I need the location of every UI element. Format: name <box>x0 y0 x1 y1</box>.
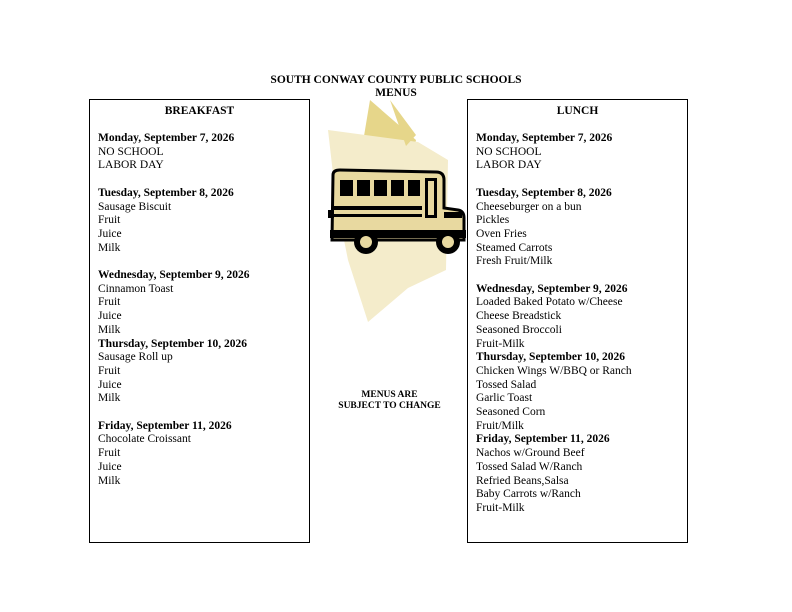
menu-item: Juice <box>98 310 122 323</box>
menu-item: Juice <box>98 460 122 473</box>
day-date: Friday, September 11, 2026 <box>98 419 232 432</box>
school-bus-icon <box>328 100 468 325</box>
menu-item: NO SCHOOL <box>476 145 542 158</box>
menu-item: Fruit <box>98 447 121 460</box>
breakfast-heading: BREAKFAST <box>164 105 235 117</box>
day-date: Thursday, September 10, 2026 <box>476 351 625 364</box>
menu-item: Cheeseburger on a bun <box>476 200 582 213</box>
menu-item: Milk <box>98 474 121 487</box>
menu-item: Pickles <box>476 214 510 227</box>
day-date: Tuesday, September 8, 2026 <box>98 186 234 199</box>
day-date: Friday, September 11, 2026 <box>476 433 610 446</box>
menu-item: Refried Beans,Salsa <box>476 474 569 487</box>
breakfast-day-thursday <box>98 338 305 407</box>
menu-item: Fruit/Milk <box>476 419 524 432</box>
document-subtitle: MENUS <box>375 87 417 99</box>
lunch-day-wednesday <box>476 283 683 352</box>
menu-item: Milk <box>98 323 121 336</box>
lunch-heading: LUNCH <box>556 105 599 117</box>
day-date: Monday, September 7, 2026 <box>98 132 235 144</box>
menu-item: LABOR DAY <box>98 159 164 172</box>
menu-item: Fruit <box>98 214 121 227</box>
menu-item: Tossed Salad W/Ranch <box>476 460 583 473</box>
menu-item: Seasoned Broccoli <box>476 323 562 336</box>
menu-item: Chocolate Croissant <box>98 433 191 446</box>
menu-item: Sausage Roll up <box>98 351 173 364</box>
document-title: SOUTH CONWAY COUNTY PUBLIC SCHOOLS <box>270 74 522 86</box>
menu-item: Baby Carrots w/Ranch <box>476 488 581 501</box>
menu-item: Garlic Toast <box>476 392 533 405</box>
menu-item: Cheese Breadstick <box>476 310 562 323</box>
day-date: Monday, September 7, 2026 <box>476 132 613 144</box>
breakfast-day-tuesday <box>98 187 305 256</box>
lunch-days <box>476 132 683 529</box>
day-date: Wednesday, September 9, 2026 <box>476 282 628 295</box>
menu-item: Sausage Biscuit <box>98 200 172 213</box>
menu-item: Nachos w/Ground Beef <box>476 447 585 460</box>
breakfast-day-monday <box>98 132 305 173</box>
menu-item: Oven Fries <box>476 227 527 240</box>
breakfast-day-friday <box>98 420 305 489</box>
notice-line-1: MENUS ARE <box>361 390 418 400</box>
breakfast-day-wednesday <box>98 269 305 338</box>
menu-item: Milk <box>98 392 121 405</box>
menu-item: Fruit-Milk <box>476 501 525 514</box>
bus-shape <box>328 170 466 254</box>
lunch-day-thursday <box>476 351 683 433</box>
notice-line-2: SUBJECT TO CHANGE <box>338 401 441 411</box>
menu-item: Fruit-Milk <box>476 337 525 350</box>
menu-item: Cinnamon Toast <box>98 282 174 295</box>
breakfast-days <box>98 132 305 502</box>
menu-item: Juice <box>98 378 122 391</box>
menu-item: Fruit <box>98 296 121 309</box>
day-date: Wednesday, September 9, 2026 <box>98 269 250 281</box>
menu-item: Tossed Salad <box>476 378 537 391</box>
lunch-day-friday <box>476 433 683 515</box>
breakfast-menu-box <box>89 99 310 543</box>
menu-item: Steamed Carrots <box>476 241 553 254</box>
lunch-day-tuesday <box>476 187 683 269</box>
menu-item: NO SCHOOL <box>98 145 164 158</box>
menu-item: Fruit <box>98 364 121 377</box>
day-date: Thursday, September 10, 2026 <box>98 337 247 350</box>
lunch-day-monday <box>476 132 683 173</box>
menu-item: Seasoned Corn <box>476 406 546 419</box>
day-date: Tuesday, September 8, 2026 <box>476 186 612 199</box>
menu-item: Juice <box>98 227 122 240</box>
lunch-menu-box <box>467 99 688 543</box>
menu-item: Fresh Fruit/Milk <box>476 255 553 268</box>
menu-item: Loaded Baked Potato w/Cheese <box>476 296 623 309</box>
menu-item: Milk <box>98 241 121 254</box>
menu-item: Chicken Wings W/BBQ or Ranch <box>476 364 632 377</box>
menu-item: LABOR DAY <box>476 159 542 172</box>
